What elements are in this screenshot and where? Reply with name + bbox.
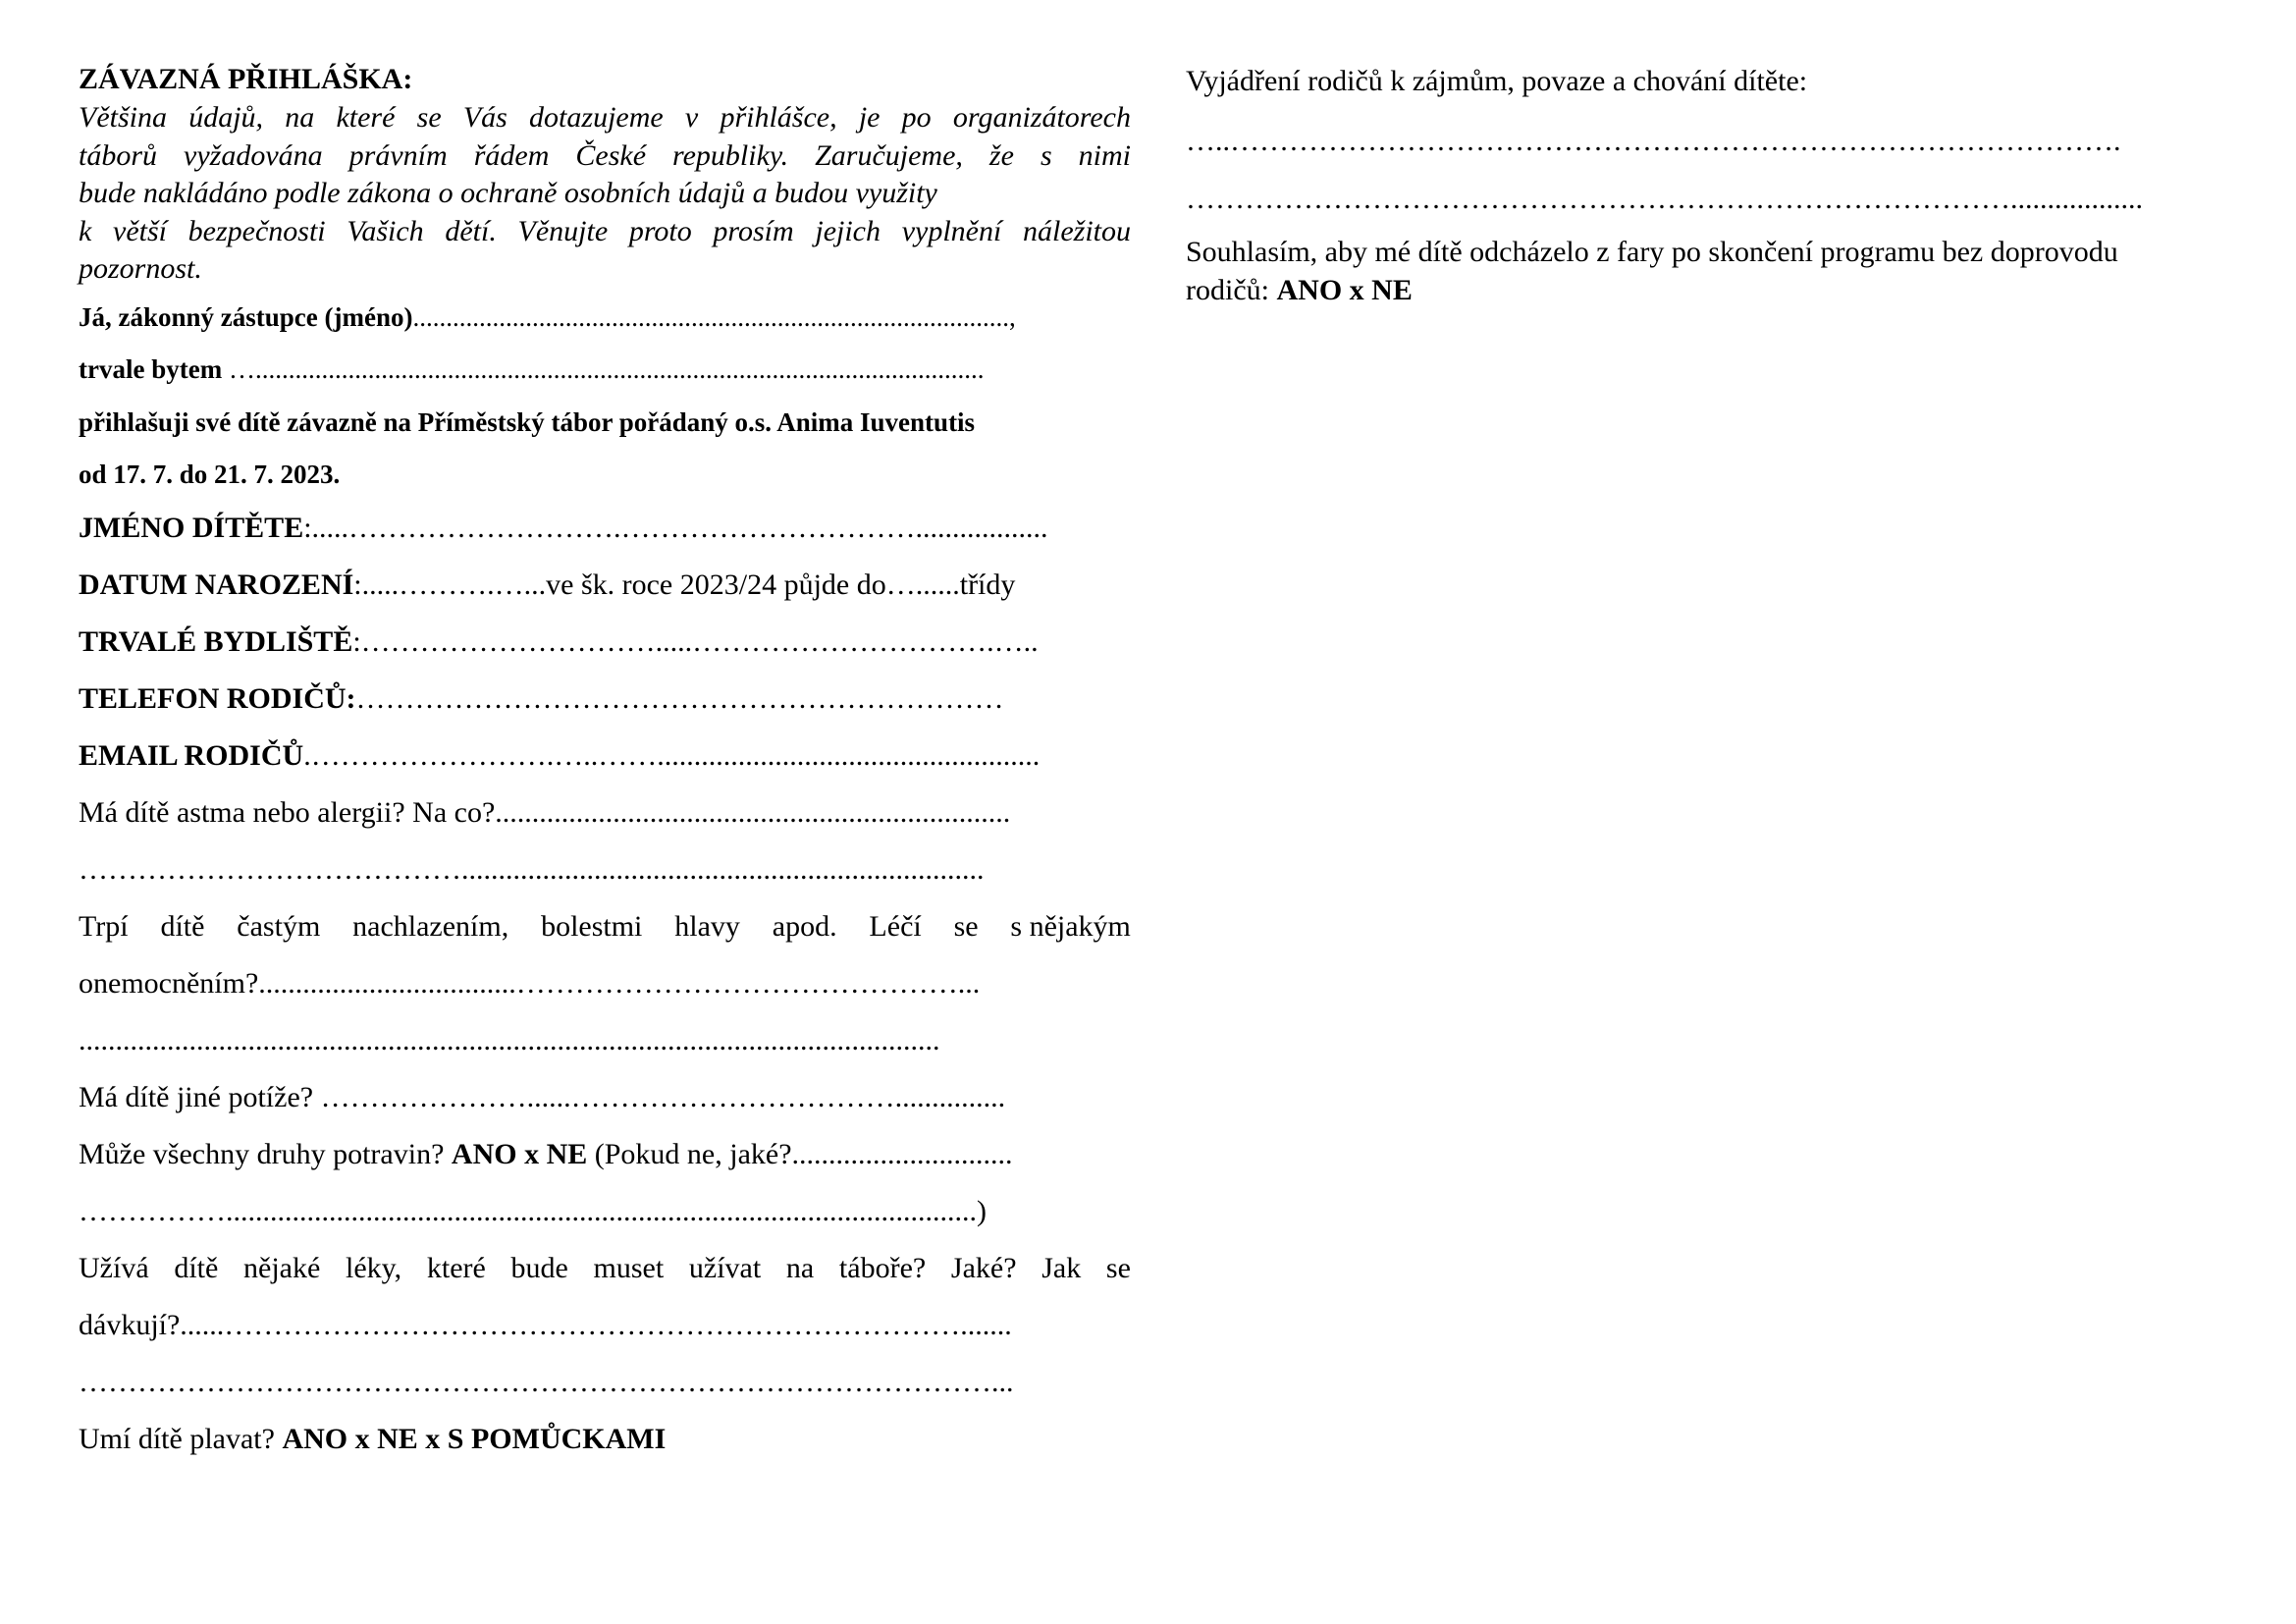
food-line: [79, 1138, 1013, 1171]
word: apod.: [772, 910, 837, 943]
word: dítě: [160, 910, 205, 943]
word: na: [785, 1252, 815, 1284]
cold-question-line2[interactable]: onemocněním?...................................………………………………………...: [79, 967, 981, 1000]
phone-field[interactable]: …………………………………………………………: [355, 682, 1004, 715]
word: častým: [237, 910, 321, 943]
parents-field-line2[interactable]: …………………………………………………………………………..................: [1186, 183, 2143, 215]
food-options[interactable]: ANO x NE: [451, 1138, 588, 1170]
intro-line: bude nakládáno podle zákona o ochraně osobních údajů a budou využity: [79, 177, 937, 209]
consent-line1: Souhlasím, aby mé dítě odcházelo z fary po skončení programu bez doprovodu: [1186, 236, 2118, 268]
phone-line: [79, 682, 1004, 716]
cold-question-line1: [79, 910, 1131, 944]
meds-field-line3[interactable]: …………………………………………………………………………………...: [79, 1366, 1014, 1398]
swim-question: Umí dítě plavat?: [79, 1423, 283, 1455]
swim-options[interactable]: ANO x NE x S POMŮCKAMI: [282, 1423, 667, 1455]
child-name-line: [79, 512, 1048, 545]
birth-date-label: DATUM NAROZENÍ: [79, 568, 354, 601]
intro-line: táborů vyžadována právním řádem České republiky. Zaručujeme, že s nimi: [79, 138, 1131, 172]
word: hlavy: [674, 910, 740, 943]
asthma-line: [79, 796, 1010, 830]
residence-line: [79, 354, 984, 385]
intro-paragraph: [79, 99, 1131, 289]
address-label: TRVALÉ BYDLIŠTĚ: [79, 625, 353, 658]
email-field[interactable]: .…………………….…..……....................................................: [303, 739, 1041, 772]
word: nějaké: [243, 1252, 321, 1284]
phone-label: TELEFON RODIČŮ:: [79, 682, 356, 715]
intro-line: Většina údajů, na které se Vás dotazujeme v přihlášce, je po organizátorech: [79, 101, 1131, 134]
other-issues-question: Má dítě jiné potíže?: [79, 1081, 321, 1113]
child-name-label: JMÉNO DÍTĚTE: [79, 512, 304, 544]
residence-field[interactable]: …..............................................................................................................: [222, 354, 985, 384]
address-field[interactable]: :………………………….....………………………….…..: [352, 625, 1039, 658]
consent-line2: [1186, 274, 1413, 307]
intro-line: pozornost.: [79, 252, 202, 285]
email-label: EMAIL RODIČŮ: [79, 739, 304, 772]
email-line: [79, 739, 1040, 773]
parents-field-line1[interactable]: …..……………………………………………………………………………….: [1186, 125, 2121, 157]
parents-question: Vyjádření rodičů k zájmům, povaze a chování dítěte:: [1186, 65, 1808, 97]
enroll-text: přihlašuji své dítě závazně na Příměstský tábor pořádaný o.s. Anima Iuventutis: [79, 407, 976, 437]
word: užívat: [688, 1252, 762, 1284]
guardian-label: Já, zákonný zástupce (jméno): [79, 302, 413, 332]
asthma-field[interactable]: ......................................................................: [495, 796, 1011, 829]
word: nachlazením,: [352, 910, 509, 943]
intro-line: k větší bezpečnosti Vašich dětí. Věnujte proto prosím jejich vyplnění náležitou: [79, 214, 1131, 247]
asthma-field-line2[interactable]: ………………………………….......................................................................: [79, 853, 985, 886]
child-name-field[interactable]: :.....……………………….…………………………..................: [303, 512, 1048, 544]
swim-line: [79, 1423, 666, 1456]
word: bolestmi: [541, 910, 643, 943]
word: s nějakým: [1010, 910, 1131, 943]
word: léky,: [345, 1252, 402, 1284]
word: Jak: [1041, 1252, 1082, 1284]
food-question: Může všechny druhy potravin?: [79, 1138, 452, 1170]
meds-question-line2[interactable]: dávkují?......………………………………………………………………….......: [79, 1309, 1012, 1341]
word: Trpí: [79, 910, 129, 943]
camp-dates: od 17. 7. do 21. 7. 2023.: [79, 460, 341, 489]
birth-date-line: [79, 568, 1015, 602]
food-field-line2[interactable]: ……………......................................................................................................): [79, 1195, 987, 1227]
cold-field-line3[interactable]: .....................................................................................................................: [79, 1024, 940, 1056]
consent-options[interactable]: ANO x NE: [1276, 274, 1413, 306]
word: se: [953, 910, 979, 943]
word: Léčí: [869, 910, 922, 943]
other-issues-line: [79, 1081, 1005, 1114]
form-title: ZÁVAZNÁ PŘIHLÁŠKA:: [79, 63, 413, 95]
residence-label: trvale bytem: [79, 354, 223, 384]
guardian-name-field[interactable]: ..........................................................................................,: [412, 302, 1016, 332]
birth-date-field[interactable]: :.....……….…...ve šk. roce 2023/24 půjde do…......třídy: [353, 568, 1016, 601]
word: Jaké?: [950, 1252, 1017, 1284]
word: se: [1105, 1252, 1131, 1284]
asthma-question: Má dítě astma nebo alergii? Na co?: [79, 796, 496, 829]
meds-question-line1: [79, 1252, 1131, 1285]
word: muset: [593, 1252, 665, 1284]
consent-label: rodičů:: [1186, 274, 1277, 306]
word: bude: [510, 1252, 568, 1284]
word: dítě: [174, 1252, 219, 1284]
food-field[interactable]: (Pokud ne, jaké?..............................: [587, 1138, 1013, 1170]
guardian-line: [79, 302, 1016, 333]
word: které: [426, 1252, 486, 1284]
other-issues-field[interactable]: …………………......……………………………...............: [320, 1081, 1006, 1113]
address-line: [79, 625, 1039, 659]
word: táboře?: [838, 1252, 927, 1284]
word: Užívá: [79, 1252, 149, 1284]
